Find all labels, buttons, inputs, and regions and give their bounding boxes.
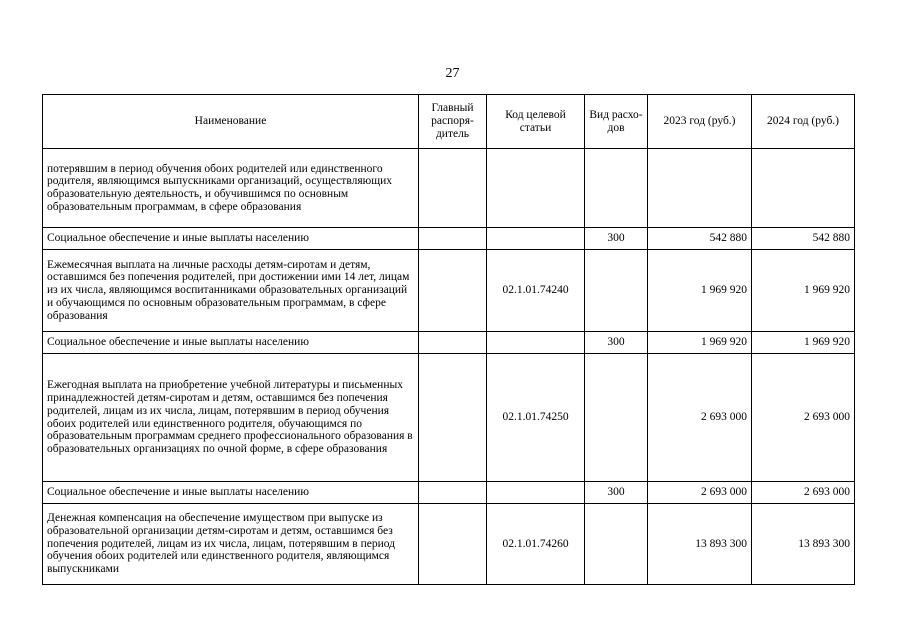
table-row	[43, 354, 855, 482]
row-name: потерявшим в период обучения обоих родителей или единственного родителя, являющимся выпускниками организаций, осуществляющих образовательную деятельность, и обучившимся по основным образовательным программам, в сфере образования	[43, 149, 419, 228]
row-chief	[419, 250, 487, 332]
row-chief	[419, 332, 487, 354]
row-amount-2024: 2 693 000	[752, 482, 855, 504]
header-expense-type: Вид расхо-дов	[585, 95, 648, 149]
row-amount-2024: 13 893 300	[752, 504, 855, 585]
row-amount-2024: 542 880	[752, 228, 855, 250]
row-chief	[419, 149, 487, 228]
row-code: 02.1.01.74250	[487, 354, 585, 482]
row-amount-2024: 1 969 920	[752, 332, 855, 354]
row-chief	[419, 354, 487, 482]
row-amount-2024: 1 969 920	[752, 250, 855, 332]
row-amount-2023: 13 893 300	[648, 504, 752, 585]
header-year-2023: 2023 год (руб.)	[648, 95, 752, 149]
row-amount-2023	[648, 149, 752, 228]
row-chief	[419, 482, 487, 504]
row-code: 02.1.01.74260	[487, 504, 585, 585]
row-kind	[585, 504, 648, 585]
header-chief-manager: Главный распоря-дитель	[419, 95, 487, 149]
row-name: Ежегодная выплата на приобретение учебной литературы и письменных принадлежностей детям-сиротам и детям, оставшимся без попечения родителей, лицам из их числа, лицам, потерявшим в период обучения обоих родителей или единственного родителя, обучающимся по образовательным программам среднего профессионального образования в образовательных организациях по очной форме, в сфере образования	[43, 354, 419, 482]
row-amount-2023: 542 880	[648, 228, 752, 250]
row-code: 02.1.01.74240	[487, 250, 585, 332]
row-amount-2023: 2 693 000	[648, 482, 752, 504]
table-row	[43, 482, 855, 504]
page-number: 27	[445, 66, 460, 81]
table-row	[43, 228, 855, 250]
row-code	[487, 228, 585, 250]
header-name: Наименование	[43, 95, 419, 149]
row-amount-2023: 1 969 920	[648, 250, 752, 332]
row-kind: 300	[585, 482, 648, 504]
table-row	[43, 332, 855, 354]
table-header-row	[43, 95, 855, 149]
row-name: Социальное обеспечение и иные выплаты населению	[43, 228, 419, 250]
row-code	[487, 482, 585, 504]
row-code	[487, 149, 585, 228]
row-amount-2024: 2 693 000	[752, 354, 855, 482]
header-year-2024: 2024 год (руб.)	[752, 95, 855, 149]
budget-table	[42, 94, 855, 585]
header-target-code: Код целевой статьи	[487, 95, 585, 149]
row-name: Социальное обеспечение и иные выплаты населению	[43, 332, 419, 354]
row-chief	[419, 504, 487, 585]
row-chief	[419, 228, 487, 250]
row-name: Социальное обеспечение и иные выплаты населению	[43, 482, 419, 504]
row-kind: 300	[585, 332, 648, 354]
row-kind	[585, 250, 648, 332]
row-kind	[585, 354, 648, 482]
row-amount-2023: 2 693 000	[648, 354, 752, 482]
row-code	[487, 332, 585, 354]
table-row	[43, 250, 855, 332]
row-kind: 300	[585, 228, 648, 250]
row-amount-2023: 1 969 920	[648, 332, 752, 354]
row-amount-2024	[752, 149, 855, 228]
row-kind	[585, 149, 648, 228]
row-name: Ежемесячная выплата на личные расходы детям-сиротам и детям, оставшимся без попечения родителей, при достижении ими 14 лет, лицам из их числа, являющимся воспитанниками образовательных организаций и обучающимся по основным образовательным программам, в сфере образования	[43, 250, 419, 332]
table-row	[43, 504, 855, 585]
row-name: Денежная компенсация на обеспечение имуществом при выпуске из образовательной организации детям-сиротам и детям, оставшимся без попечения родителей, лицам из их числа, лицам, потерявшим в период обучения обоих родителей или единственного родителя, являющимся выпускниками	[43, 504, 419, 585]
table-row	[43, 149, 855, 228]
